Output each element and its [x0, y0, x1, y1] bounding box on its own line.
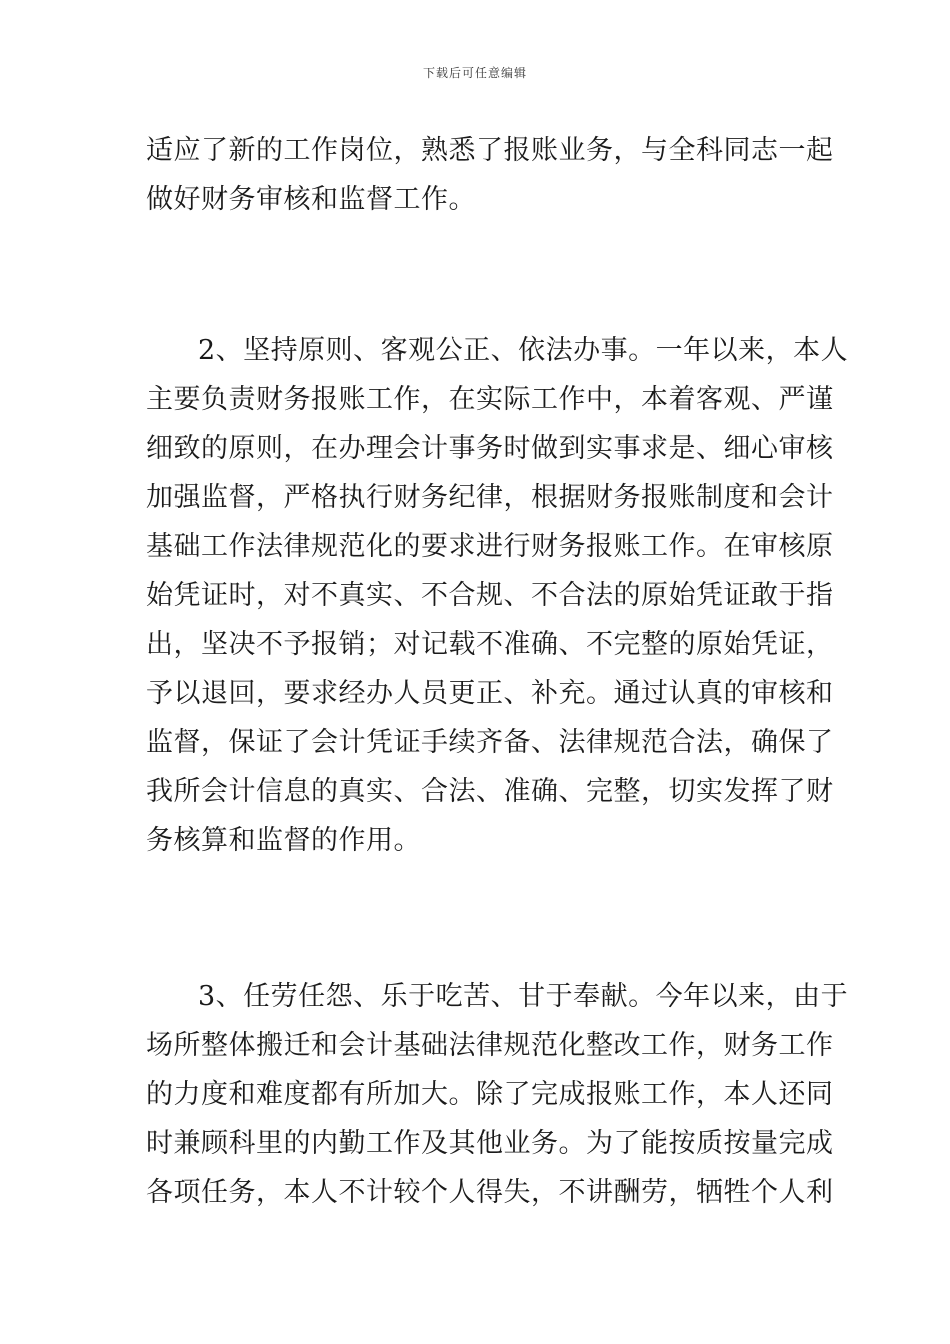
paragraph-line: 我所会计信息的真实、合法、准确、完整，切实发挥了财 [146, 776, 834, 807]
paragraph-line: 各项任务，本人不计较个人得失，不讲酬劳，牺牲个人利 [146, 1177, 834, 1208]
paragraph-line: 基础工作法律规范化的要求进行财务报账工作。在审核原 [146, 531, 834, 562]
paragraph-3 [146, 972, 849, 1217]
paragraph-2 [146, 326, 849, 865]
paragraph-line: 3、任劳任怨、乐于吃苦、甘于奉献。今年以来，由于 [198, 981, 849, 1012]
paragraph-line: 做好财务审核和监督工作。 [146, 184, 476, 215]
paragraph-line: 予以退回，要求经办人员更正、补充。通过认真的审核和 [146, 678, 834, 709]
paragraph-line: 适应了新的工作岗位，熟悉了报账业务，与全科同志一起 [146, 135, 834, 166]
paragraph-line: 细致的原则，在办理会计事务时做到实事求是、细心审核 [146, 433, 834, 464]
paragraph-line: 始凭证时，对不真实、不合规、不合法的原始凭证敢于指 [146, 580, 834, 611]
paragraph-line: 场所整体搬迁和会计基础法律规范化整改工作，财务工作 [146, 1030, 834, 1061]
paragraph-line: 主要负责财务报账工作，在实际工作中，本着客观、严谨 [146, 384, 834, 415]
paragraph-line: 加强监督，严格执行财务纪律，根据财务报账制度和会计 [146, 482, 834, 513]
paragraph-line: 的力度和难度都有所加大。除了完成报账工作，本人还同 [146, 1079, 834, 1110]
paragraph-1 [146, 126, 834, 224]
paragraph-line: 出，坚决不予报销；对记载不准确、不完整的原始凭证， [146, 629, 834, 660]
paragraph-line: 时兼顾科里的内勤工作及其他业务。为了能按质按量完成 [146, 1128, 834, 1159]
paragraph-line: 务核算和监督的作用。 [146, 825, 421, 856]
paragraph-line: 2、坚持原则、客观公正、依法办事。一年以来，本人 [198, 335, 849, 366]
page-header: 下载后可任意编辑 [422, 66, 527, 80]
paragraph-line: 监督，保证了会计凭证手续齐备、法律规范合法，确保了 [146, 727, 834, 758]
